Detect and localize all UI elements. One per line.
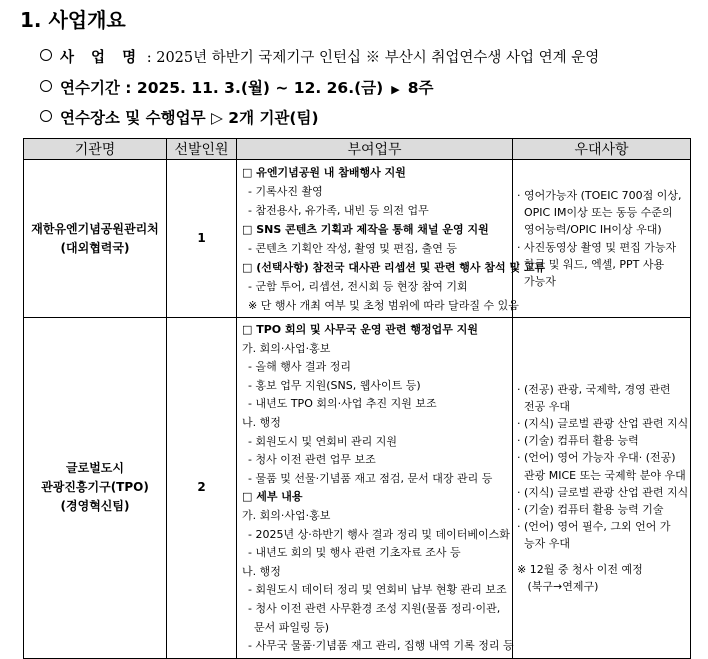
duty-item: - 회원도시 및 연회비 관리 지원	[248, 434, 397, 448]
pref-item: 가능자	[517, 274, 556, 288]
duty-item: - 올해 행사 결과 정리	[248, 360, 351, 374]
table-header-row	[24, 139, 691, 160]
duty-item: 나. 행정	[242, 564, 281, 578]
duty-heading: □ (선택사항) 참전국 대사관 리셉션 및 관련 행사 참석 및 교류	[242, 261, 546, 274]
pref-item: 전공 우대	[517, 399, 570, 413]
duty-item: - 내년도 회의 및 행사 관련 기초자료 조사 등	[248, 546, 461, 560]
period-duration: 8주	[407, 79, 434, 97]
duty-item: - 물품 및 선물·기념품 재고 점검, 문서 대장 관리 등	[248, 471, 493, 485]
section-title: 1. 사업개요	[20, 8, 126, 32]
org-line: 재한유엔기념공원관리처	[31, 221, 159, 236]
circle-bullet-icon	[40, 49, 52, 61]
duty-item: 문서 파일링 등)	[254, 620, 330, 634]
org-line: (대외협력국)	[60, 240, 130, 255]
org-line: (경영혁신팀)	[60, 499, 130, 514]
triangle-outline-icon: ▷	[210, 109, 223, 127]
pref-item: ※ 12월 중 청사 이전 예정	[517, 562, 643, 576]
pref-item: (북구→연제구)	[517, 579, 599, 593]
pref-item: · (기술) 컴퓨터 활용 능력 기술	[517, 503, 664, 517]
table-row	[24, 318, 691, 659]
pref-item: · 한글 및 워드, 엑셀, PPT 사용	[517, 257, 665, 271]
pref-item: · 영어가능자 (TOEIC 700점 이상,	[517, 188, 682, 202]
prefs-cell	[513, 160, 691, 318]
duty-item: 나. 행정	[242, 415, 281, 429]
pref-item: · (지식) 글로벌 관광 산업 관련 지식	[517, 417, 689, 431]
duty-item: - 사무국 물품·기념품 재고 관리, 집행 내역 기록 정리 등	[248, 639, 514, 653]
duty-item: - 내년도 TPO 회의·사업 추진 지원 보조	[248, 397, 437, 411]
duty-item: 가. 회의·사업·홍보	[242, 341, 331, 355]
pref-item: · (언어) 영어 필수, 그외 언어 가	[517, 520, 671, 534]
duty-item: 가. 회의·사업·홍보	[242, 508, 331, 522]
pref-item: · (전공) 관광, 국제학, 경영 관련	[517, 382, 671, 396]
pref-item: · (언어) 영어 가능자 우대· (전공)	[517, 451, 676, 465]
duty-heading: □ TPO 회의 및 사무국 운영 관련 행정업무 지원	[242, 323, 478, 336]
duty-item: ※ 단 행사 개최 여부 및 초청 범위에 따라 달라질 수 있음	[248, 299, 519, 312]
overview-project: 사 업 명 : 2025년 하반기 국제기구 인턴십 ※ 부산시 취업연수생 사업 연계 운영	[40, 46, 599, 67]
header-duties: 부여업무	[237, 139, 513, 160]
duty-item: - 군함 투어, 리셉션, 전시회 등 현장 참여 기회	[248, 280, 468, 293]
pref-item: 영어능력/OPIC IH이상 우대)	[517, 223, 662, 237]
place-label: 연수장소 및 수행업무	[60, 109, 206, 127]
pref-item: OPIC IM이상 또는 동등 수준의	[517, 206, 673, 220]
period-value: 2025. 11. 3.(월) ~ 12. 26.(금)	[136, 79, 384, 97]
duties-cell	[237, 318, 513, 659]
triangle-arrow-icon: ▶	[391, 83, 400, 96]
project-value: 2025년 하반기 국제기구 인턴십 ※ 부산시 취업연수생 사업 연계 운영	[156, 50, 600, 66]
duty-item: - 홍보 업무 지원(SNS, 웹사이트 등)	[248, 378, 421, 392]
count-cell: 1	[167, 160, 237, 318]
header-prefs: 우대사항	[513, 139, 691, 160]
duty-item: - 청사 이전 관련 사무환경 조성 지원(물품 정리·이관,	[248, 601, 501, 615]
period-label: 연수기간	[60, 79, 120, 97]
circle-bullet-icon	[40, 110, 52, 122]
duty-item: - 콘텐츠 기획안 작성, 촬영 및 편집, 출연 등	[248, 242, 457, 255]
project-label: 사 업 명	[60, 49, 143, 66]
overview-place	[40, 106, 319, 128]
duty-item: - 참전용사, 유가족, 내빈 등 의전 업무	[248, 204, 429, 217]
prefs-cell	[513, 318, 691, 659]
org-line: 관광진흥기구(TPO)	[41, 480, 149, 495]
duty-item: - 청사 이전 관련 업무 보조	[248, 453, 376, 467]
pref-item: · 사진동영상 촬영 및 편집 가능자	[517, 240, 677, 254]
duty-heading: □ 유엔기념공원 내 참배행사 지원	[242, 166, 406, 179]
place-value: 2개 기관(팀)	[228, 109, 319, 127]
duty-item: - 회원도시 데이터 정리 및 연회비 납부 현황 관리 보조	[248, 583, 507, 597]
org-cell	[24, 318, 167, 659]
duty-item: - 기록사진 촬영	[248, 185, 323, 198]
pref-item: 능자 우대	[517, 537, 570, 551]
internship-table	[23, 138, 691, 659]
pref-item: 관광 MICE 또는 국제학 분야 우대	[517, 468, 686, 482]
pref-gap	[517, 553, 686, 561]
pref-item: · (기술) 컴퓨터 활용 능력	[517, 434, 639, 448]
overview-period: 연수기간 : 2025. 11. 3.(월) ~ 12. 26.(금) ▶ 8주	[40, 76, 433, 98]
duty-item: - 2025년 상·하반기 행사 결과 정리 및 데이터베이스화	[248, 527, 510, 541]
circle-bullet-icon	[40, 80, 52, 92]
count-cell: 2	[167, 318, 237, 659]
org-cell	[24, 160, 167, 318]
duty-heading: □ 세부 내용	[242, 490, 303, 504]
header-count: 선발인원	[167, 139, 237, 160]
header-org: 기관명	[24, 139, 167, 160]
org-line: 글로벌도시	[66, 461, 124, 476]
table-row	[24, 160, 691, 318]
pref-item: · (지식) 글로벌 관광 산업 관련 지식	[517, 485, 689, 499]
duty-heading: □ SNS 콘텐츠 기획과 제작을 통해 채널 운영 지원	[242, 223, 489, 236]
